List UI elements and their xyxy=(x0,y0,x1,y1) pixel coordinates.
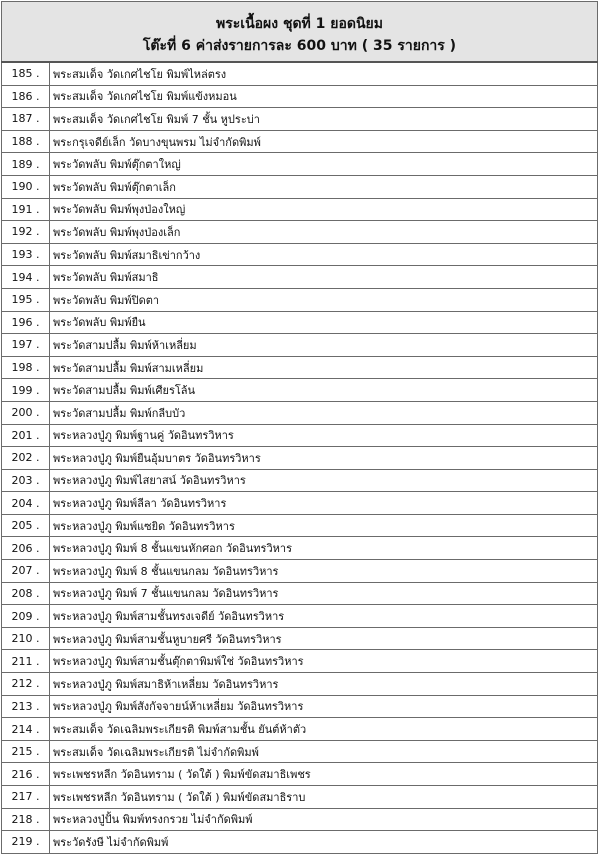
page-subtitle: โต๊ะที่ 6 ค่าส่งรายการละ 600 บาท ( 35 รายการ ) xyxy=(142,37,457,54)
item-name: พระวัดพลับ พิมพ์สมาธิเข่ากว้าง xyxy=(50,243,598,266)
item-number: 201 . xyxy=(2,424,50,447)
table-row xyxy=(2,808,598,831)
item-name: พระสมเด็จ วัดเกศไชโย พิมพ์ไหล่ตรง xyxy=(50,62,598,85)
item-name: พระกรุเจดีย์เล็ก วัดบางขุนพรม ไม่จำกัดพิมพ์ xyxy=(50,130,598,153)
table-row xyxy=(2,130,598,153)
table-row xyxy=(2,266,598,289)
item-number: 185 . xyxy=(2,62,50,85)
table-row xyxy=(2,537,598,560)
table-row xyxy=(2,560,598,583)
item-number: 219 . xyxy=(2,831,50,854)
table-row xyxy=(2,673,598,696)
item-name: พระเพชรหลีก วัดอินทราม ( วัดใต้ ) พิมพ์ขัดสมาธิราบ xyxy=(50,786,598,809)
item-number: 196 . xyxy=(2,311,50,334)
table-row xyxy=(2,311,598,334)
table-row xyxy=(2,605,598,628)
item-name: พระหลวงปู่ภู พิมพ์สามชั้นหูบายศรี วัดอินทรวิหาร xyxy=(50,627,598,650)
item-name: พระวัดรังษี ไม่จำกัดพิมพ์ xyxy=(50,831,598,854)
table-row xyxy=(2,153,598,176)
item-name: พระวัดพลับ พิมพ์ปิดตา xyxy=(50,288,598,311)
item-number: 217 . xyxy=(2,786,50,809)
item-number: 209 . xyxy=(2,605,50,628)
table-row xyxy=(2,492,598,515)
table-header-row xyxy=(2,2,598,63)
item-number: 211 . xyxy=(2,650,50,673)
item-number: 190 . xyxy=(2,175,50,198)
item-name: พระหลวงปู่ภู พิมพ์ยืนอุ้มบาตร วัดอินทรวิหาร xyxy=(50,447,598,470)
item-name: พระหลวงปู่ภู พิมพ์แซยิด วัดอินทรวิหาร xyxy=(50,514,598,537)
item-name: พระวัดสามปลื้ม พิมพ์กลีบบัว xyxy=(50,401,598,424)
table-row xyxy=(2,379,598,402)
item-number: 218 . xyxy=(2,808,50,831)
item-name: พระหลวงปู่ภู พิมพ์ 8 ชั้นแขนกลม วัดอินทรวิหาร xyxy=(50,560,598,583)
table-row xyxy=(2,288,598,311)
item-name: พระวัดพลับ พิมพ์พุงป่องใหญ่ xyxy=(50,198,598,221)
item-name: พระวัดพลับ พิมพ์พุงป่องเล็ก xyxy=(50,221,598,244)
item-name: พระวัดสามปลื้ม พิมพ์ห้าเหลี่ยม xyxy=(50,334,598,357)
item-number: 191 . xyxy=(2,198,50,221)
table-row xyxy=(2,514,598,537)
item-number: 195 . xyxy=(2,288,50,311)
item-number: 200 . xyxy=(2,401,50,424)
item-number: 206 . xyxy=(2,537,50,560)
item-number: 212 . xyxy=(2,673,50,696)
item-name: พระวัดพลับ พิมพ์ตุ๊กตาเล็ก xyxy=(50,175,598,198)
item-name: พระหลวงปู่ภู พิมพ์สามชั้นทรงเจดีย์ วัดอินทรวิหาร xyxy=(50,605,598,628)
table-row xyxy=(2,718,598,741)
item-name: พระสมเด็จ วัดเฉลิมพระเกียรติ ไม่จำกัดพิมพ์ xyxy=(50,740,598,763)
item-name: พระหลวงปู่ภู พิมพ์สามชั้นตุ๊กตาพิมพ์ใช่ วัดอินทรวิหาร xyxy=(50,650,598,673)
item-number: 186 . xyxy=(2,85,50,108)
table-row xyxy=(2,334,598,357)
table-header xyxy=(2,2,598,63)
table-row xyxy=(2,582,598,605)
table-row xyxy=(2,447,598,470)
item-name: พระหลวงปู่ภู พิมพ์ไสยาสน์ วัดอินทรวิหาร xyxy=(50,469,598,492)
item-name: พระเพชรหลีก วัดอินทราม ( วัดใต้ ) พิมพ์ขัดสมาธิเพชร xyxy=(50,763,598,786)
table-row xyxy=(2,627,598,650)
item-name: พระหลวงปู่ภู พิมพ์ 8 ชั้นแขนหักศอก วัดอินทรวิหาร xyxy=(50,537,598,560)
item-number: 205 . xyxy=(2,514,50,537)
item-name: พระวัดสามปลื้ม พิมพ์เศียรโล้น xyxy=(50,379,598,402)
table-row xyxy=(2,650,598,673)
item-name: พระวัดสามปลื้ม พิมพ์สามเหลี่ยม xyxy=(50,356,598,379)
item-name: พระสมเด็จ วัดเกศไชโย พิมพ์แข้งหมอน xyxy=(50,85,598,108)
table-row xyxy=(2,243,598,266)
table-row xyxy=(2,786,598,809)
table-row xyxy=(2,831,598,854)
item-name: พระหลวงปู่ภู พิมพ์ลีลา วัดอินทรวิหาร xyxy=(50,492,598,515)
table-row xyxy=(2,221,598,244)
item-number: 208 . xyxy=(2,582,50,605)
item-number: 204 . xyxy=(2,492,50,515)
item-number: 194 . xyxy=(2,266,50,289)
item-name: พระสมเด็จ วัดเกศไชโย พิมพ์ 7 ชั้น หูประบ่า xyxy=(50,108,598,131)
item-number: 207 . xyxy=(2,560,50,583)
table-row xyxy=(2,356,598,379)
item-name: พระหลวงปู่ภู พิมพ์สมาธิห้าเหลี่ยม วัดอินทรวิหาร xyxy=(50,673,598,696)
item-number: 198 . xyxy=(2,356,50,379)
item-number: 188 . xyxy=(2,130,50,153)
item-number: 203 . xyxy=(2,469,50,492)
table-row xyxy=(2,108,598,131)
item-name: พระหลวงปู่ภู พิมพ์สังกัจจายน์ห้าเหลี่ยม วัดอินทรวิหาร xyxy=(50,695,598,718)
item-number: 215 . xyxy=(2,740,50,763)
table-row xyxy=(2,740,598,763)
table-row xyxy=(2,469,598,492)
item-number: 197 . xyxy=(2,334,50,357)
item-number: 216 . xyxy=(2,763,50,786)
item-number: 210 . xyxy=(2,627,50,650)
item-number: 187 . xyxy=(2,108,50,131)
item-number: 193 . xyxy=(2,243,50,266)
page-title: พระเนื้อผง ชุดที่ 1 ยอดนิยม xyxy=(216,15,383,32)
item-name: พระหลวงปู่ภู พิมพ์ฐานคู่ วัดอินทรวิหาร xyxy=(50,424,598,447)
table-row xyxy=(2,85,598,108)
table-row xyxy=(2,401,598,424)
table-row xyxy=(2,424,598,447)
item-number: 213 . xyxy=(2,695,50,718)
item-name: พระสมเด็จ วัดเฉลิมพระเกียรติ พิมพ์สามชั้น ยันต์ห้าตัว xyxy=(50,718,598,741)
item-number: 202 . xyxy=(2,447,50,470)
item-number: 214 . xyxy=(2,718,50,741)
item-name: พระวัดพลับ พิมพ์ยืน xyxy=(50,311,598,334)
item-name: พระหลวงปู่ภู พิมพ์ 7 ชั้นแขนกลม วัดอินทรวิหาร xyxy=(50,582,598,605)
item-number: 189 . xyxy=(2,153,50,176)
item-number: 199 . xyxy=(2,379,50,402)
table-row xyxy=(2,695,598,718)
item-number: 192 . xyxy=(2,221,50,244)
item-name: พระวัดพลับ พิมพ์สมาธิ xyxy=(50,266,598,289)
amulet-list-table xyxy=(1,1,598,854)
table-row xyxy=(2,62,598,85)
item-name: พระหลวงปู่ปั้น พิมพ์ทรงกรวย ไม่จำกัดพิมพ์ xyxy=(50,808,598,831)
table-row xyxy=(2,198,598,221)
table-row xyxy=(2,175,598,198)
item-name: พระวัดพลับ พิมพ์ตุ๊กตาใหญ่ xyxy=(50,153,598,176)
table-row xyxy=(2,763,598,786)
